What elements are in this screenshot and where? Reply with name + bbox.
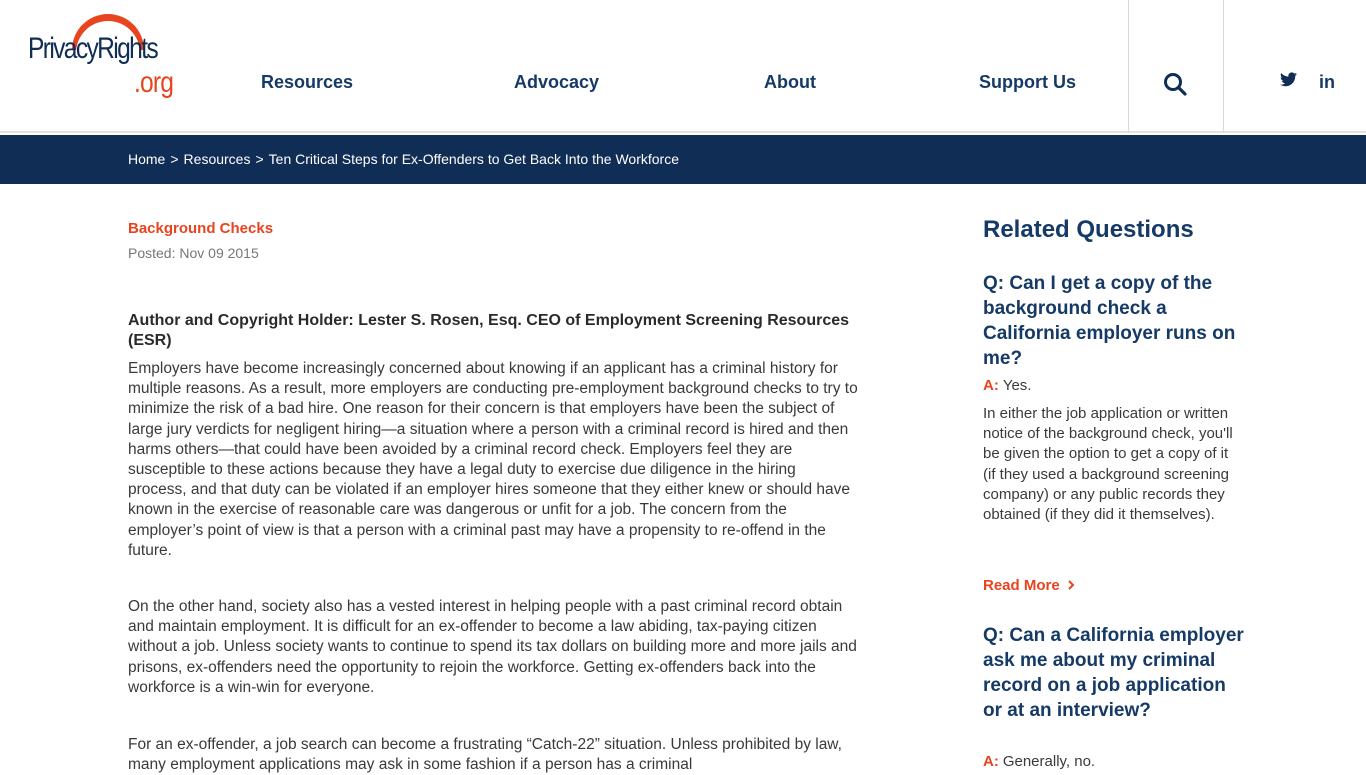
chevron-right-icon [1067,580,1075,590]
search-button[interactable] [1129,0,1224,133]
nav-resources[interactable]: Resources [261,72,354,92]
logo-tld: .org [134,66,174,99]
related-question-answer [983,377,1031,394]
post-date: Posted: Nov 09 2015 [128,245,259,261]
site-logo[interactable] [28,14,180,110]
linkedin-icon: in [1319,72,1335,92]
answer-detail: In either the job application or written notice of the background check, you'll be given the option to get a copy of it (if they used a background screening company) or any public records they obtained (if they did it themselves). [983,405,1233,524]
related-question-answer [983,753,1095,770]
breadcrumb-resources[interactable]: Resources [183,151,251,167]
answer-short: Yes. [1002,377,1032,394]
breadcrumb [128,151,679,167]
article-category[interactable]: Background Checks [128,220,274,237]
answer-label: A: [983,753,999,770]
linkedin-link[interactable] [1319,72,1335,93]
breadcrumb-separator: > [255,151,264,167]
twitter-link[interactable] [1280,72,1297,92]
answer-label: A: [983,377,999,394]
read-more-link[interactable] [983,577,1075,594]
twitter-icon [1280,72,1297,87]
related-questions-heading: Related Questions [983,216,1194,243]
breadcrumb-home[interactable]: Home [128,151,166,167]
related-question-title[interactable]: Q: Can I get a copy of the background check a California employer runs on me? [983,273,1236,369]
site-header [0,0,1366,133]
answer-short: Generally, no. [1002,753,1096,770]
article-author: Author and Copyright Holder: Lester S. Rosen, Esq. CEO of Employment Screening Resources (ESR) [128,312,850,349]
article-paragraph: On the other hand, society also has a vested interest in helping people with a past criminal record obtain and maintain employment. It is difficult for an ex-offender to become a law abiding, tax-paying citizen without a job. Unless society wants to continue to spend its tax dollars on building more and more jails and prisons, ex-offenders need the opportunity to rejoin the workforce. Getting ex-offenders back into the workforce is a win-win for everyone. [128,598,857,696]
related-question-title[interactable]: Q: Can a California employer ask me about my criminal record on a job application or at an interview? [983,625,1244,721]
logo-name: PrivacyRights [28,32,158,65]
breadcrumb-separator: > [170,151,179,167]
article-paragraph: Employers have become increasingly concerned about knowing if an applicant has a criminal history for multiple reasons. As a result, more employers are conducting pre-employment background checks to try to minimize the risk of a bad hire. One reason for their concern is that employers have been the subject of large jury verdicts for negligent hiring—a situation where a person with a criminal record is hired and then harms others—that could have been avoided by a criminal record check. Employers feel they are susceptible to these actions because they have a legal duty to exercise due diligence in the hiring process, and that duty can be violated if an employer hires someone that they either knew or should have known in the exercise of reasonable care was dangerous or unfit for a job. The concern from the employer’s point of view is that a person with a criminal past may have a propensity to re-offend in the future. [128,360,858,559]
nav-advocacy[interactable]: Advocacy [514,72,600,92]
header-divider [1223,0,1224,133]
nav-support-us[interactable]: Support Us [979,72,1076,92]
breadcrumb-bar [0,135,1366,184]
search-icon [1163,72,1187,96]
article-paragraph: For an ex-offender, a job search can become a frustrating “Catch-22” situation. Unless prohibited by law, many employment applications may ask in some fashion if a person has a criminal [128,736,842,774]
read-more-label: Read More [983,577,1060,594]
nav-about[interactable]: About [764,72,816,92]
breadcrumb-current[interactable]: Ten Critical Steps for Ex-Offenders to Get Back Into the Workforce [268,151,679,167]
